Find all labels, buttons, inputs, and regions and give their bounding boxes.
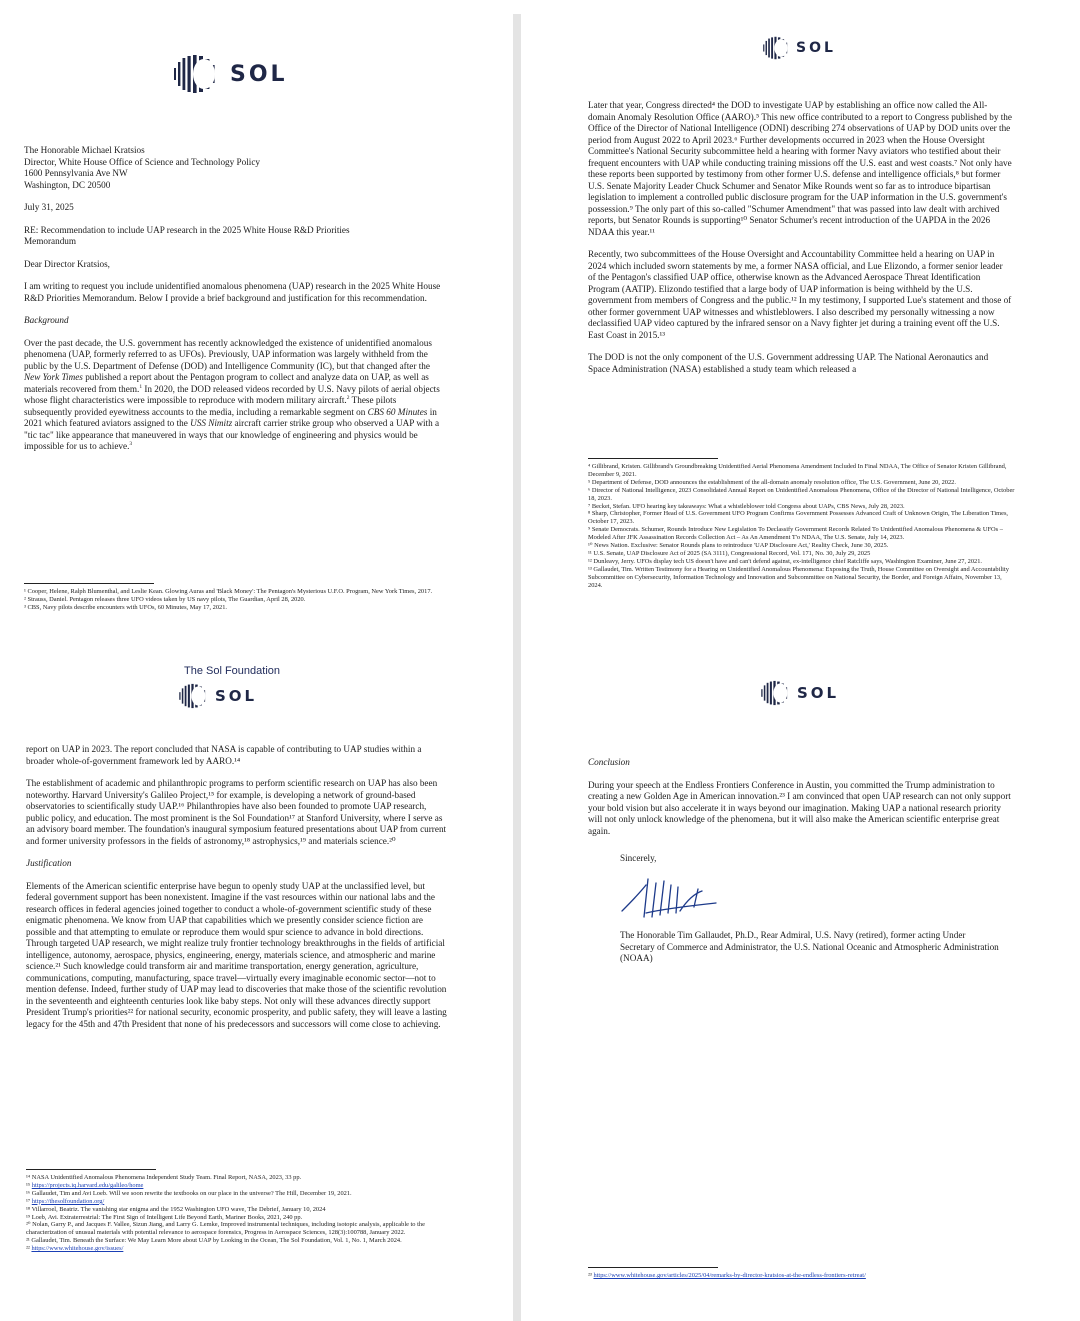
sol-globe-icon bbox=[762, 36, 788, 60]
footnote-number: ¹⁷ bbox=[26, 1197, 31, 1205]
footnote-rule bbox=[588, 458, 718, 459]
footnote-rule bbox=[26, 1169, 156, 1170]
paragraph: report on UAP in 2023. The report concluded that NASA is capable of contributing to UAP studies within a broader whole-of-government framework led by AARO.¹⁴ bbox=[26, 744, 422, 766]
subject-line-2: Memorandum bbox=[24, 236, 77, 246]
signer-name: The Honorable Tim Gallaudet, Ph.D., Rear Admiral, U.S. Navy (retired), former acting Under Secretary of Commerce and Administrator, the U.S. National Oceanic and Atmospheric Administration (NOAA) bbox=[620, 930, 999, 963]
bg-text-italic: New York Times bbox=[24, 372, 83, 382]
sol-logo bbox=[172, 54, 288, 94]
brand-wordmark: SOL bbox=[797, 684, 840, 702]
brand-wordmark: SOL bbox=[215, 687, 258, 705]
footnote: ¹¹ U.S. Senate, UAP Disclosure Act of 2025 (SA 3111), Congressional Record, Vol. 171, No. 30, July 29, 2025 bbox=[588, 549, 871, 557]
footnotes bbox=[24, 588, 464, 612]
recipient-address bbox=[24, 145, 444, 191]
footnotes bbox=[26, 1174, 454, 1253]
footnote-rule bbox=[588, 1267, 718, 1268]
footnote-rule bbox=[24, 583, 154, 584]
letter-date: July 31, 2025 bbox=[24, 202, 74, 212]
footnote: ⁶ Director of National Intelligence, 2023 Consolidated Annual Report on Unidentified Anomalous Phenomena, Office of the Director of National Intelligence, October 18, 2023. bbox=[588, 486, 1015, 502]
bg-text: In 2020, the DOD released videos recorded by U.S. Navy pilots of aerial objects whose flight characteristics were impossible to reproduce with modern military aircraft. bbox=[24, 383, 440, 405]
footnote: ³ CBS, Navy pilots describe encounters with UFOs, 60 Minutes, May 17, 2021. bbox=[24, 603, 228, 611]
sol-logo bbox=[762, 36, 836, 60]
footnote: ¹ Cooper, Helene, Ralph Blumenthal, and Leslie Kean. Glowing Auras and 'Black Money': The Pentagon's Mysterious U.F.O. Program, New York Times, 2017. bbox=[24, 588, 433, 595]
bg-text: Over the past decade, the U.S. government has recently acknowledged the existence of unidentified anomalous phenomena (UAP, formerly referred to as UFOs). Previously, UAP information was largely withheld from the public by the U.S. Department of Defense (DOD) and Intelligence Community (IC), but that changed after the bbox=[24, 337, 432, 371]
footnote-link bbox=[26, 1182, 454, 1190]
footnote: ¹⁴ NASA Unidentified Anomalous Phenomena Independent Study Team. Final Report, NASA, 2023, 33 pp. bbox=[26, 1174, 302, 1181]
bg-text: published a report about the Pentagon program to collect and analyze data on UAP, as well as materials recovered from them. bbox=[24, 372, 429, 394]
letter-page-3 bbox=[0, 660, 510, 1321]
footnote-ref: 2 bbox=[346, 394, 350, 401]
footnote-url-link[interactable]: https://thesolfoundation.org/ bbox=[31, 1197, 105, 1205]
conclusion-heading: Conclusion bbox=[588, 757, 630, 767]
footnote: ⁷ Becket, Stefan. UFO hearing key takeaways: What a whistleblower told Congress about UAPs, CBS News, July 28, 2023. bbox=[588, 502, 905, 510]
footnote: ⁵ Department of Defense, DOD announces the establishment of the all-domain anomaly resolution office, The U.S. Government, June 20, 2022. bbox=[588, 478, 956, 486]
footnote-number: ²² bbox=[26, 1245, 30, 1253]
subject-line bbox=[24, 225, 444, 248]
footnote-url-link[interactable]: https://www.whitehouse.gov/articles/2025/04/remarks-by-director-kratsios-at-the-endless-frontiers-retreat/ bbox=[593, 1272, 866, 1279]
signature-icon bbox=[618, 873, 748, 925]
footnote-link bbox=[26, 1245, 454, 1253]
paragraph: The DOD is not the only component of the U.S. Government addressing UAP. The National Aeronautics and Space Administration (NASA) established a study team which released a bbox=[588, 352, 989, 374]
justification-heading: Justification bbox=[26, 858, 72, 868]
bg-text: aircraft carrier strike group who observed a UAP with a "tic tac" like appearance that maneuvered in ways that our knowledge of engineering and physics would be impossible for us to achieve. bbox=[24, 418, 440, 451]
brand-wordmark: SOL bbox=[796, 40, 836, 56]
background-heading: Background bbox=[24, 315, 69, 325]
bg-text-italic: USS Nimitz bbox=[190, 418, 233, 428]
footnote-ref: 1 bbox=[139, 383, 143, 390]
sol-globe-icon bbox=[172, 54, 216, 94]
address-line: Washington, DC 20500 bbox=[24, 179, 111, 190]
letter-page-4 bbox=[572, 675, 1080, 1321]
sol-logo bbox=[760, 680, 839, 706]
sol-globe-icon bbox=[178, 683, 206, 709]
footnote-link bbox=[588, 1272, 1028, 1280]
intro-paragraph: I am writing to request you include unidentified anomalous phenomena (UAP) research in the 2025 White House R&D Priorities Memorandum. Below I provide a brief background and justification for this recommendation. bbox=[24, 281, 441, 303]
footnote: ¹⁶ Gallaudet, Tim and Avi Loeb. Will we soon rewrite the textbooks on our place in the universe? The Hill, December 19, 2021. bbox=[26, 1189, 352, 1197]
letter-body-p3 bbox=[26, 744, 450, 1041]
letter-body-p1 bbox=[24, 145, 444, 464]
letter-body-p4 bbox=[588, 757, 1012, 848]
letter-body-p2 bbox=[588, 100, 1012, 386]
footnote-url-link[interactable]: https://www.whitehouse.gov/issues/ bbox=[31, 1245, 124, 1253]
sol-globe-icon bbox=[760, 680, 788, 706]
paragraph: Elements of the American scientific enterprise have begun to openly study UAP at the unclassified level, but federal government support has been nonexistent. Imagine if the vast resources within our national labs and the research offices in federal agencies joined together to conduct a whole-of-government scientific study of these enigmatic phenomena. We know from UAP that capabilities which we presently consider science fiction are possible and that attempting to emulate or reproduce them would spur science to advance in bold directions. Through targeted UAP research, we might realize truly frontier technology breakthroughs in the fields of artificial intelligence, autonomy, aerospace, physics, engineering, energy, materials science, and atmospheric and marine science.²¹ Such knowledge could transform air and maritime transportation, energy generation, agriculture, communications, computing, manufacturing, space travel—virtually every imaginable economic sector—not to mention defense. Indeed, further study of UAP may lead to discoveries that make those of the scientific revolution in the seventeenth and eighteenth centuries look like baby steps. Not only will these advances directly support President Trump's priorities²² for national security, economic prosperity, and public safety, they will leave a lasting legacy for the 45th and 47th President that none of his predecessors and successors will come close to achieving. bbox=[26, 880, 447, 1029]
footnote: ¹³ Gallaudet, Tim. Written Testimony for a Hearing on Unidentified Anomalous Phenomena: Exposing the Truth, House Committee on Oversight and Accountability Subcommittee on Cybersecurity, Information Technology and Innovation and Subcommittee on National Security, the Border, and Foreign Affairs, November 13, 2024. bbox=[588, 565, 1009, 589]
bg-text: These pilots subsequently provided eyewitness accounts to the media, including a remarkable segment on bbox=[24, 395, 397, 417]
footnote-number: ²³ bbox=[588, 1272, 592, 1279]
brand-wordmark: SOL bbox=[230, 61, 288, 87]
salutation: Dear Director Kratsios, bbox=[24, 258, 110, 269]
footnote-link bbox=[26, 1198, 454, 1206]
signer-block bbox=[620, 930, 1000, 976]
footnote: ²⁰ Nolan, Garry P., and Jacques F. Vallee, Sizun Jiang, and Larry G. Lemke, Improved instrumental techniques, including isotopic analysis, applicable to the characterization of unusual materials with potential relevance to aerospace forensics, Progress in Aerospace Sciences, 128(3):100788, January 2022. bbox=[26, 1221, 425, 1237]
bg-text: in 2021 which featured aviators assigned to the bbox=[24, 406, 437, 428]
footnotes bbox=[588, 1272, 1028, 1280]
footnote: ¹² Dunleavy, Jerry. UFOs display tech US doesn't have and can't defend against, ex-intelligence chief Ratcliffe says, Washington Examiner, June 27, 2021. bbox=[588, 557, 983, 565]
footnote: ¹⁸ Villarroel, Beatriz. The vanishing star enigma and the 1952 Washington UFO wave, The Debrief, January 10, 2024 bbox=[26, 1205, 326, 1213]
paragraph: The establishment of academic and philanthropic programs to perform scientific research on UAP has also been noteworthy. Harvard University's Galileo Project,¹⁵ for example, is developing a network of ground-based observatories to scientifically study UAP.¹⁶ Philanthropies have also been founded to promote UAP research, public policy, and education. The most prominent is the Sol Foundation¹⁷ at Stanford University, where I serve as an advisory board member. The foundation's inaugural symposium featured presentations about UAP from current and former university professors in the fields of astronomy,¹⁸ astrophysics,¹⁹ and materials science.²⁰ bbox=[26, 778, 447, 846]
footnote: ²¹ Gallaudet, Tim. Beneath the Surface: We May Learn More about UAP by Looking in the Ocean, The Sol Foundation, Vol. 1, No. 1, March 2024. bbox=[26, 1237, 402, 1245]
footnote: ⁹ Senate Democrats. Schumer, Rounds Introduce New Legislation To Declassify Government Records Related To Unidentified Anomalous Phenomena & UFOs – Modeled After JFK Assassination Records Collection Act – As An Amendment T'o NDAA, The U.S. Senate, July 14, 2023. bbox=[588, 526, 1003, 542]
address-line: Director, White House Office of Science and Technology Policy bbox=[24, 156, 261, 167]
footnote: ⁸ Sharp, Christopher, Former Head of U.S. Government UFO Program Confirms Government Possesses Advanced Craft of Unknown Origin, The Liberation Times, October 17, 2023. bbox=[588, 510, 1009, 526]
footnote-ref: 3 bbox=[129, 440, 133, 447]
footnote: ⁴ Gillibrand, Kristen. Gillibrand's Groundbreaking Unidentified Aerial Phenomena Amendment Included In Final NDAA, The Office of Senator Kristen Gillibrand, December 9, 2021. bbox=[588, 463, 1007, 478]
background-paragraph bbox=[24, 338, 444, 453]
page-gutter bbox=[513, 14, 521, 1321]
footnote-url-link[interactable]: https://projects.iq.harvard.edu/galileo/home bbox=[31, 1181, 144, 1189]
letter-page-1 bbox=[0, 0, 510, 655]
footnotes bbox=[588, 463, 1016, 590]
address-line: The Honorable Michael Kratsios bbox=[24, 145, 145, 155]
sol-logo bbox=[178, 683, 257, 709]
subject-line-1: RE: Recommendation to include UAP research in the 2025 White House R&D Priorities bbox=[24, 224, 350, 235]
bg-text-italic: CBS 60 Minutes bbox=[367, 406, 428, 417]
footnote: ² Strauss, Daniel. Pentagon releases three UFO videos taken by US navy pilots, The Guardian, April 28, 2020. bbox=[24, 595, 306, 603]
closing: Sincerely, bbox=[620, 853, 657, 863]
letter-page-2 bbox=[572, 0, 1080, 670]
paragraph: During your speech at the Endless Frontiers Conference in Austin, you committed the Trump administration to creating a new Golden Age in American innovation.²³ I am convinced that open UAP research can not only support your bold vision but also accelerate it in ways beyond our imagination. Making UAP a national research priority will not only unlock knowledge of the phenomena, but it will also make the American scientific enterprise great again. bbox=[588, 779, 1011, 836]
footnote-number: ¹⁵ bbox=[26, 1181, 31, 1189]
address-line: 1600 Pennsylvania Ave NW bbox=[24, 168, 128, 178]
paragraph: Later that year, Congress directed⁴ the DOD to investigate UAP by establishing an office now called the All-domain Anomaly Resolution Office (AARO).⁵ This new office contributed to a report to Congress published by the Office of the Director of National Intelligence (ODNI) describing 274 observations of UAP by DOD units over the period from August 2022 to April 2023.⁶ Further developments occurred in 2023 when the House Oversight Committee's National Security subcommittee held a hearing with former Navy aviators who testified about their frequent encounters with UAP while conducting training missions off the U.S. east and west coasts.⁷ Not only have these reports been supported by testimony from other former U.S. defense and intelligence officials,⁸ but former U.S. Senate Majority Leader Chuck Schumer and Senator Mike Rounds went so far as to introduce bipartisan legislation to implement a controlled public disclosure program for the UAP information in the U.S. government's possession.⁹ The only part of this so-called "Schumer Amendment" that was passed into law dealt with archived reports, but Senator Rounds is supporting¹⁰ Senator Schumer's recent introduction of the UAPDA in the 2026 NDAA this year.¹¹ bbox=[588, 100, 1012, 237]
paragraph: Recently, two subcommittees of the House Oversight and Accountability Committee held a hearing on UAP in 2024 which included sworn statements by me, a former NASA official, and Lue Elizondo, a former senior leader of the Pentagon's classified UAP office, otherwise known as the Advanced Aerospace Threat Identification Program (AATIP). Elizondo testified that a large body of UAP information is being withheld by the U.S. government from members of Congress and the public.¹² In my testimony, I supported Lue's statement and those of other former government UAP witnesses and whistleblowers. I also described my personally witnessing a now declassified UAP video captured by the infrared sensor on a Navy fighter jet during a training event off the U.S. East Coast in 2015.¹³ bbox=[588, 249, 1012, 340]
footnote: ¹⁰ News Nation. Exclusive: Senator Rounds plans to reintroduce 'UAP Disclosure Act,' Reality Check, June 30, 2025. bbox=[588, 542, 889, 550]
foundation-label: The Sol Foundation bbox=[184, 665, 281, 677]
footnote: ¹⁹ Loeb, Avi. Extraterrestrial: The First Sign of Intelligent Life Beyond Earth, Mariner Books, 2021, 240 pp. bbox=[26, 1213, 303, 1221]
